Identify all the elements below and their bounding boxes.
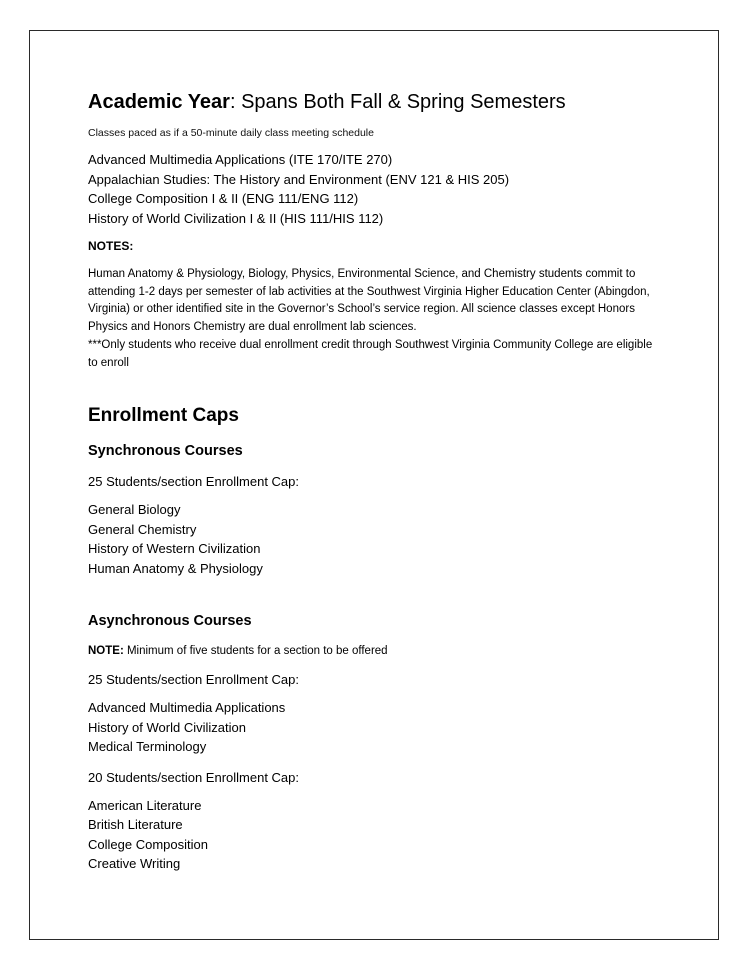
asynchronous-note-label: NOTE: bbox=[88, 645, 124, 658]
asynchronous-cap20-list bbox=[88, 796, 678, 874]
notes-paragraph: Human Anatomy & Physiology, Biology, Physics, Environmental Science, and Chemistry students commit to attending 1-2 days per semester of lab activities at the Southwest Virginia Higher Education Center (Abingdon, Virginia) or other identified site in the Governor’s School’s service region. All science classes except Honors Physics and Honors Chemistry are dual enrollment lab sciences. bbox=[88, 268, 650, 334]
asynchronous-note bbox=[88, 643, 678, 659]
list-item: British Literature bbox=[88, 817, 183, 833]
dual-enrollment-note: ***Only students who receive dual enrollment credit through Southwest Virginia Community College are eligible to enroll bbox=[88, 338, 653, 369]
notes-heading: NOTES: bbox=[88, 239, 134, 253]
list-item: College Composition I & II (ENG 111/ENG 112) bbox=[88, 191, 359, 206]
list-item: Human Anatomy & Physiology bbox=[88, 560, 263, 576]
list-item: History of World Civilization I & II (HIS 111/HIS 112) bbox=[88, 210, 384, 226]
pace-note: Classes paced as if a 50-minute daily class meeting schedule bbox=[88, 127, 374, 139]
notes-body bbox=[88, 266, 656, 372]
list-item: College Composition bbox=[88, 836, 208, 852]
academic-year-heading-bold: Academic Year bbox=[88, 91, 230, 113]
asynchronous-heading: Asynchronous Courses bbox=[88, 613, 252, 630]
enrollment-caps-heading: Enrollment Caps bbox=[88, 405, 239, 427]
list-item: General Chemistry bbox=[88, 521, 197, 537]
asynchronous-note-text: Minimum of five students for a section to be offered bbox=[123, 645, 388, 658]
list-item: Advanced Multimedia Applications bbox=[88, 700, 286, 716]
asynchronous-cap25-list bbox=[88, 698, 678, 757]
list-item: History of Western Civilization bbox=[88, 541, 261, 557]
asynchronous-cap20-label: 20 Students/section Enrollment Cap: bbox=[88, 769, 300, 785]
list-item: Medical Terminology bbox=[88, 739, 207, 755]
academic-course-list bbox=[88, 150, 678, 228]
synchronous-cap-label: 25 Students/section Enrollment Cap: bbox=[88, 474, 300, 490]
synchronous-course-list bbox=[88, 500, 678, 578]
synchronous-heading: Synchronous Courses bbox=[88, 443, 243, 460]
list-item: American Literature bbox=[88, 797, 202, 813]
academic-year-heading-rest: : Spans Both Fall & Spring Semesters bbox=[229, 91, 566, 113]
list-item: History of World Civilization bbox=[88, 719, 246, 735]
list-item: Creative Writing bbox=[88, 856, 181, 872]
academic-year-heading bbox=[88, 88, 678, 116]
list-item: General Biology bbox=[88, 502, 181, 518]
document-content bbox=[88, 88, 678, 874]
list-item: Advanced Multimedia Applications (ITE 170/ITE 270) bbox=[88, 152, 393, 167]
list-item: Appalachian Studies: The History and Environment (ENV 121 & HIS 205) bbox=[88, 171, 510, 187]
asynchronous-cap25-label: 25 Students/section Enrollment Cap: bbox=[88, 672, 300, 688]
